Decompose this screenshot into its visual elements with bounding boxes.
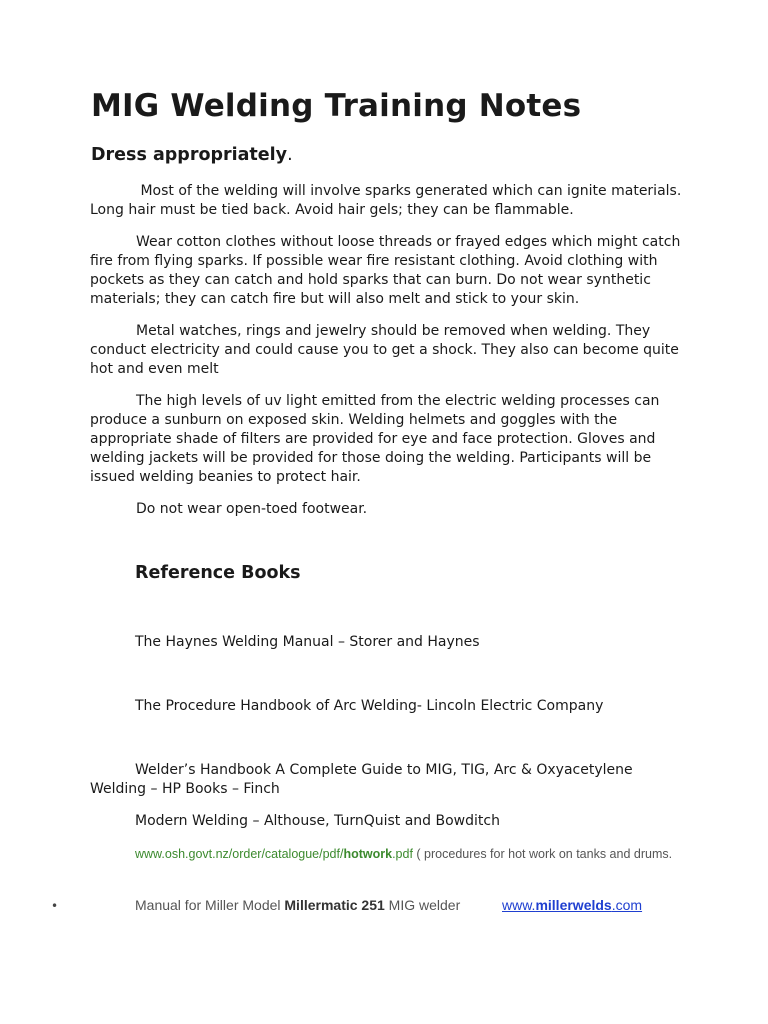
list-bullet: • bbox=[51, 899, 59, 913]
paragraph-text: Do not wear open-toed footwear. bbox=[136, 501, 368, 517]
paragraph-text: Wear cotton clothes without loose threads or frayed edges which might catch fire from flying sparks. If possible wear fire resistant clothing. Avoid clothing with pockets as they can catch and hold sparks that can burn. Do not wear synthetic materials; they can catch fire but will also melt and stick to your skin. bbox=[90, 234, 681, 307]
book-text: Welder’s Handbook A Complete Guide to MIG, TIG, Arc & Oxyacetylene Welding – HP Books – Finch bbox=[90, 762, 633, 797]
paragraph-jewelry bbox=[90, 322, 685, 379]
miller-manual-reference: Manual for Miller Model Millermatic 251 MIG welder bbox=[135, 897, 461, 913]
reference-books-heading: Reference Books bbox=[135, 563, 301, 583]
osh-note: ( procedures for hot work on tanks and drums. bbox=[412, 847, 673, 861]
book-haynes: The Haynes Welding Manual – Storer and Haynes bbox=[135, 634, 480, 650]
paragraph-uv-light bbox=[90, 392, 685, 487]
osh-reference-line bbox=[90, 845, 690, 864]
section-heading-text: Dress appropriately bbox=[91, 145, 288, 165]
section-heading-tail: . bbox=[287, 145, 293, 165]
page-title: MIG Welding Training Notes bbox=[91, 88, 582, 124]
osh-url[interactable]: www.osh.govt.nz/order/catalogue/pdf/hotwork.pdf bbox=[135, 847, 413, 861]
paragraph-text: Metal watches, rings and jewelry should be removed when welding. They conduct electricity and could cause you to get a shock. They also can become quite hot and even melt bbox=[90, 323, 679, 377]
section-heading-dress bbox=[91, 145, 293, 165]
paragraph-clothing bbox=[90, 233, 685, 309]
miller-model: Millermatic 251 bbox=[284, 897, 385, 913]
book-procedure-handbook: The Procedure Handbook of Arc Welding- Lincoln Electric Company bbox=[135, 698, 604, 714]
paragraph-text: Most of the welding will involve sparks generated which can ignite materials. Long hair must be tied back. Avoid hair gels; they can be flammable. bbox=[90, 183, 682, 218]
millerwelds-link[interactable]: www.millerwelds.com bbox=[502, 897, 643, 913]
paragraph-text: The high levels of uv light emitted from the electric welding processes can produce a sunburn on exposed skin. Welding helmets and goggles with the appropriate shade of filters are provided for eye and face protection. Gloves and welding jackets will be provided for those doing the welding. Participants will be issued welding beanies to protect hair. bbox=[90, 393, 660, 485]
paragraph-sparks bbox=[90, 182, 685, 220]
book-welders-handbook bbox=[90, 761, 690, 799]
paragraph-footwear bbox=[90, 500, 685, 519]
book-modern-welding: Modern Welding – Althouse, TurnQuist and Bowditch bbox=[135, 813, 500, 829]
